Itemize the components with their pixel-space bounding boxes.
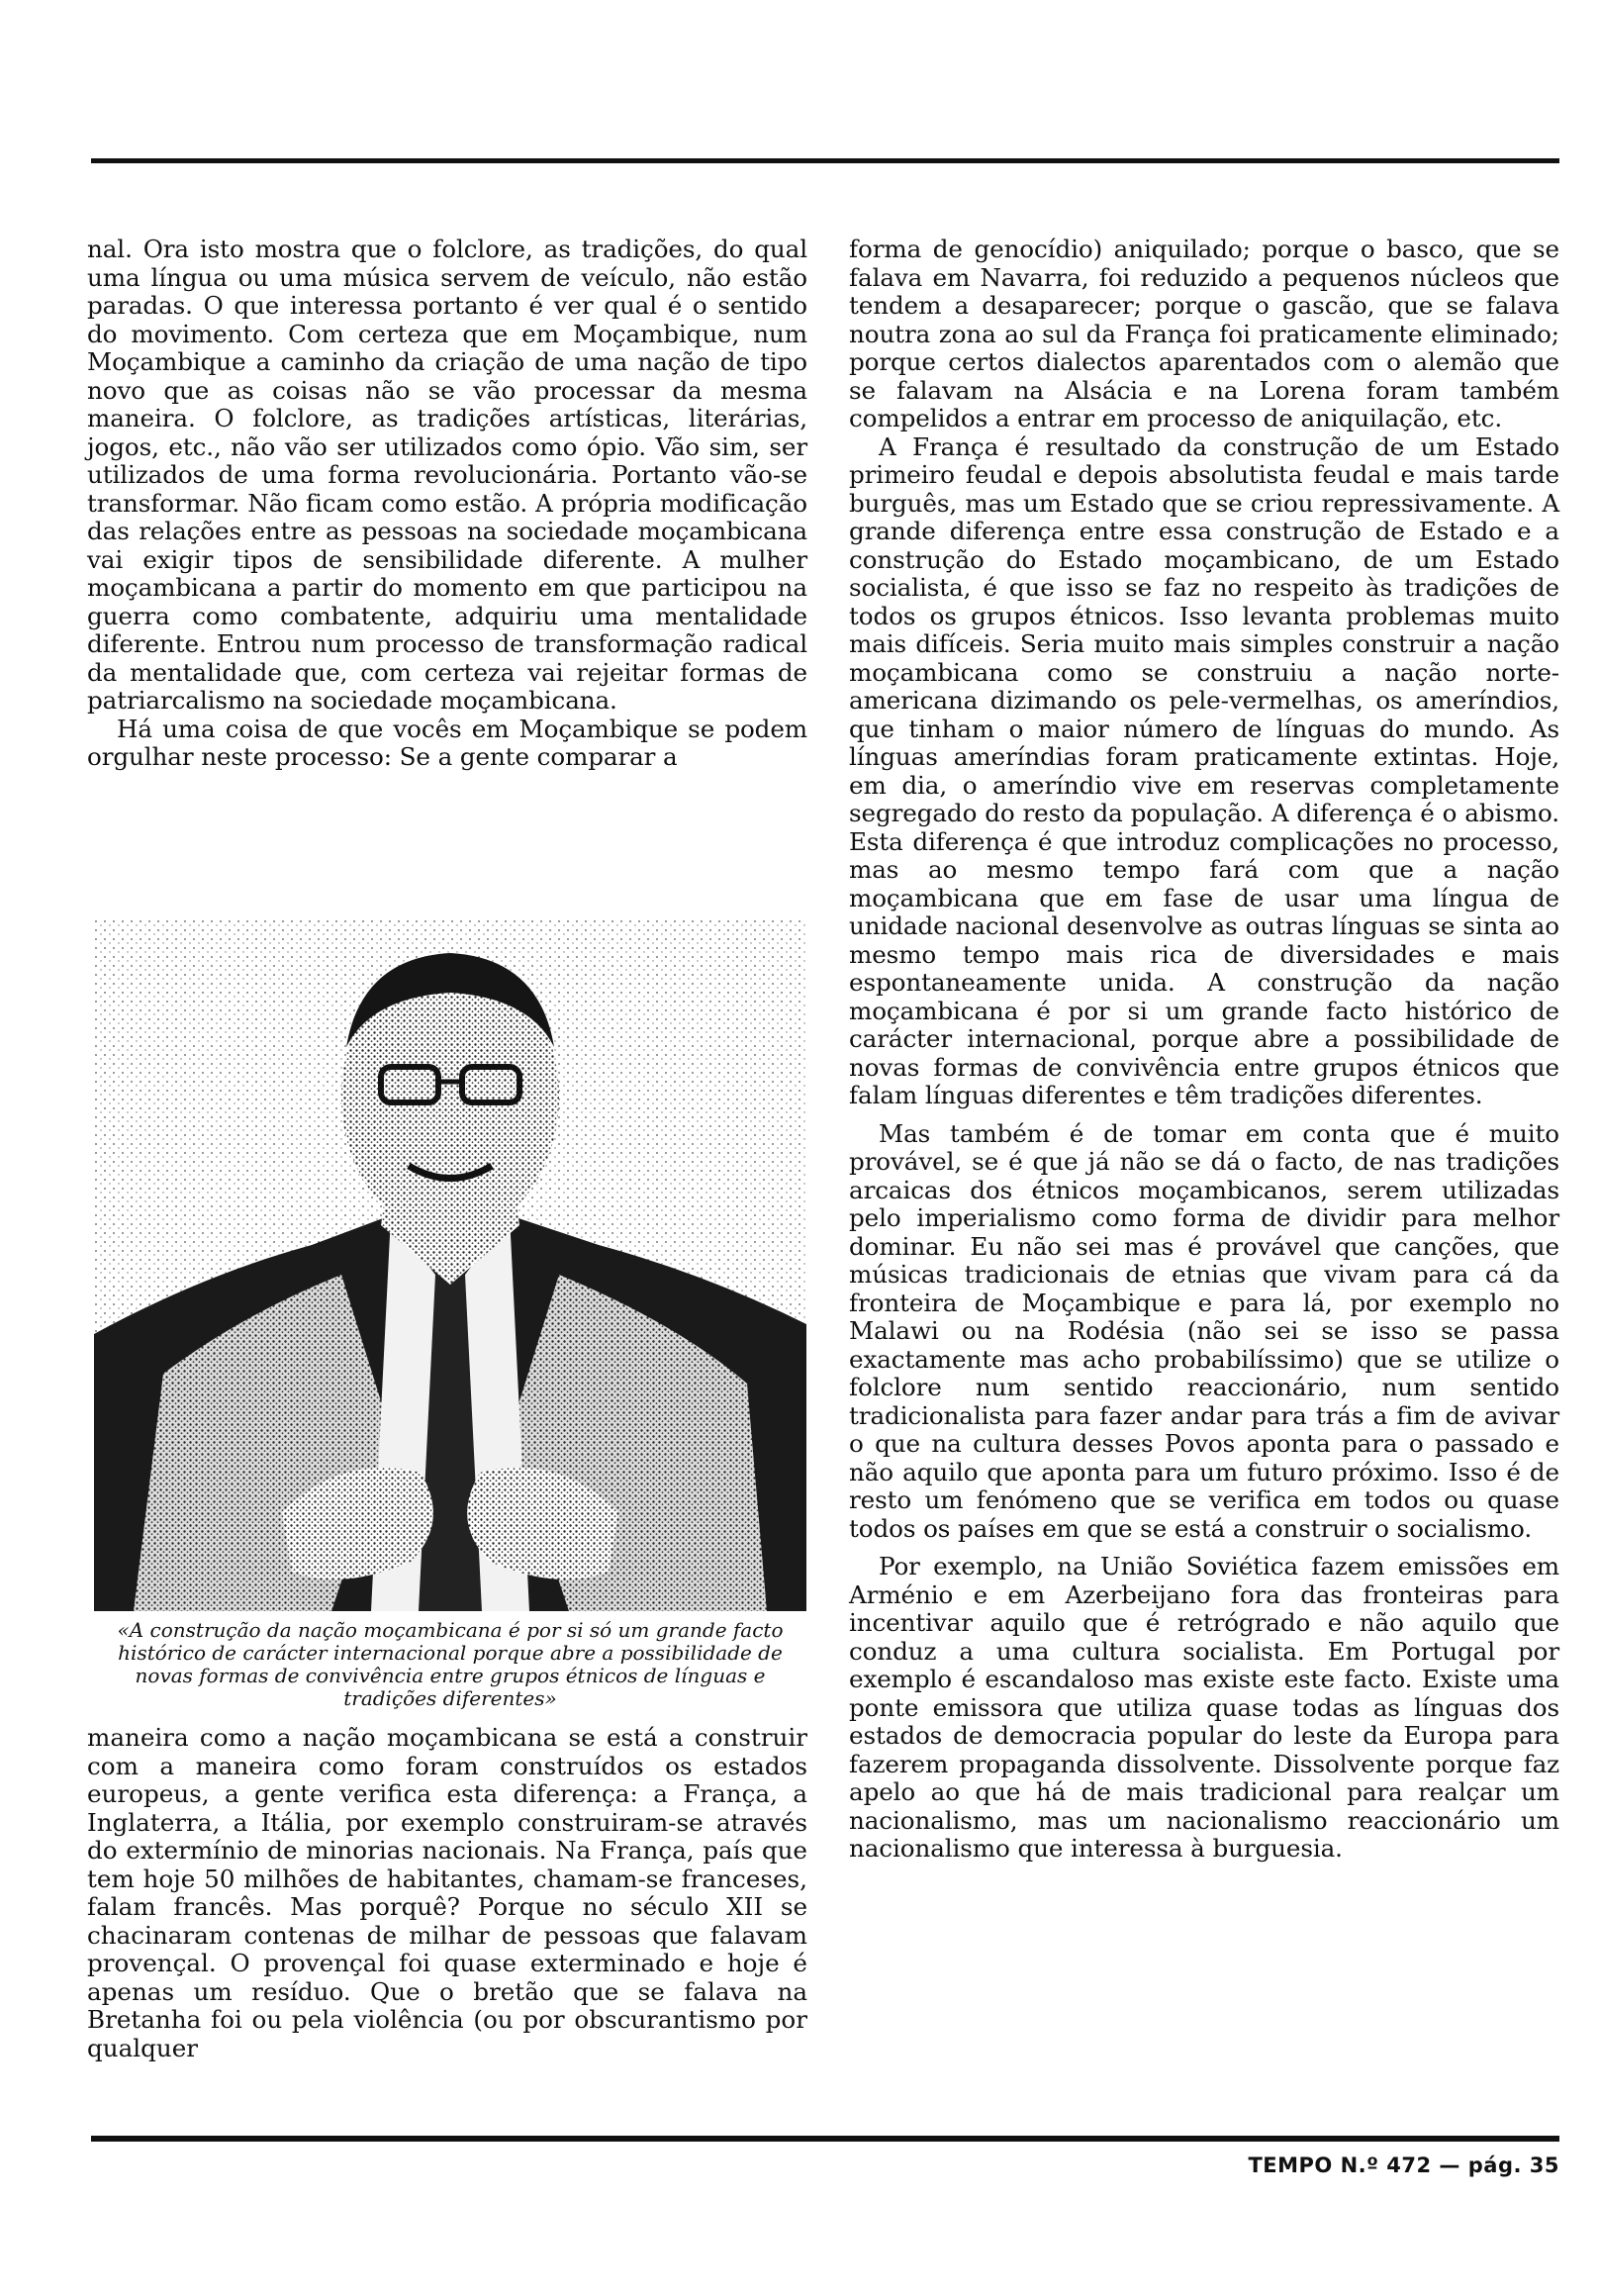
top-rule: [91, 158, 1559, 163]
page-folio: TEMPO N.º 472 — pág. 35: [1248, 2153, 1559, 2177]
right-paragraph-4: Por exemplo, na União Soviética fazem emissões em Arménio e em Azerbeijano fora das fronteiras para incentivar aquilo que é retrógrado e não aquilo que conduz a uma cultura socialista. Em Portugal por exemplo é escandaloso mas existe este facto. Existe uma ponte emissora que utiliza quase todas as línguas dos estados de democracia popular do leste da Europa para fazerem propaganda dissolvente. Dissolvente porque faz apelo ao que há de mais tradicional para realçar um nacionalismo, mas um nacionalismo reaccionário um nacionalismo que interessa à burguesia.: [849, 1552, 1559, 1863]
right-paragraph-2: A França é resultado da construção de um Estado primeiro feudal e depois absolutista feudal e mais tarde burguês, mas um Estado que se criou repressivamente. A grande diferença entre essa construção de Estado e a construção do Estado moçambicano, de um Estado socialista, é que isso se faz no respeito às tradições de todos os grupos étnicos. Isso levanta problemas muito mais difíceis. Seria muito mais simples construir a nação moçambicana como se construiu a nação norte-americana dizimando os pele-vermelhas, os ameríndios, que tinham o maior número de línguas do mundo. As línguas ameríndias foram praticamente extintas. Hoje, em dia, o ameríndio vive em reservas completamente segregado do resto da população. A diferença é o abismo. Esta diferença é que introduz complicações no processo, mas ao mesmo tempo fará com que a nação moçambicana que em fase de usar uma língua de unidade nacional desenvolve as outras línguas se sinta ao mesmo tempo mais rica de diversidades e mais espontaneamente unida. A construção da nação moçambicana é por si um grande facto histórico de carácter internacional, porque abre a possibilidade de novas formas de convivência entre grupos étnicos que falam línguas diferentes e têm tradições diferentes.: [849, 431, 1559, 1109]
left-paragraph-3: maneira como a nação moçambicana se está a construir com a maneira como foram construídos os estados europeus, a gente verifica esta diferença: a França, a Inglaterra, a Itália, por exemplo construiram-se através do extermínio de minorias nacionais. Na França, país que tem hoje 50 milhões de habitantes, chamam-se franceses, falam francês. Mas porquê? Porque no século XII se chacinaram contenas de milhar de pessoas que falavam provençal. O provençal foi quase exterminado e hoje é apenas um resíduo. Que o bretão que se falava na Bretanha foi ou pela violência (ou por obscurantismo por qualquer: [87, 1723, 807, 2062]
portrait-illustration: [94, 918, 806, 1611]
left-paragraph-1: nal. Ora isto mostra que o folclore, as tradições, do qual uma língua ou uma música servem de veículo, não estão paradas. O que interessa portanto é ver qual é o sentido do movimento. Com certeza que em Moçambique, num Moçambique a caminho da criação de uma nação de tipo novo que as coisas não se vão processar da mesma maneira. O folclore, as tradições artísticas, literárias, jogos, etc., não vão ser utilizados como ópio. Vão sim, ser utilizados de uma forma revolucionária. Portanto vão-se transformar. Não ficam como estão. A própria modificação das relações entre as pessoas na sociedade moçambicana vai exigir tipos de sensibilidade diferente. A mulher moçambicana a partir do momento em que participou na guerra como combatente, adquiriu uma mentalidade diferente. Entrou num processo de transformação radical da mentalidade que, com certeza vai rejeitar formas de patriarcalismo na sociedade moçambicana.: [87, 235, 807, 715]
left-paragraph-2: Há uma coisa de que vocês em Moçambique se podem orgulhar neste processo: Se a gente comparar a: [87, 714, 807, 771]
right-paragraph-1: forma de genocídio) aniquilado; porque o basco, que se falava em Navarra, foi reduzido a pequenos núcleos que tendem a desaparecer; porque o gascão, que se falava noutra zona ao sul da França foi praticamente eliminado; porque certos dialectos aparentados com o alemão que se falavam na Alsácia e na Lorena foram também compelidos a entrar em processo de aniquilação, etc.: [849, 235, 1559, 432]
portrait-photo: [94, 918, 806, 1611]
right-column: [849, 236, 1559, 1864]
left-column-bottom: [87, 1724, 807, 2062]
bottom-rule: [91, 2136, 1559, 2142]
photo-caption: «A construção da nação moçambicana é por si só um grande facto histórico de carácter internacional porque abre a possibilidade de novas formas de convivência entre grupos étnicos de línguas e tradições diferentes»: [117, 1618, 784, 1710]
left-column-top: [87, 236, 807, 772]
right-paragraph-3: Mas também é de tomar em conta que é muito provável, se é que já não se dá o facto, de nas tradições arcaicas dos étnicos moçambicanos, serem utilizadas pelo imperialismo como forma de dividir para melhor dominar. Eu não sei mas é provável que canções, que músicas tradicionais de etnias que vivam para cá da fronteira de Moçambique e para lá, por exemplo no Malawi ou na Rodésia (não sei se isso se passa exactamente mas acho probabilíssimo) que se utilize o folclore num sentido reaccionário, num sentido tradicionalista para fazer andar para trás a fim de avivar o que na cultura desses Povos aponta para o passado e não aquilo que aponta para um futuro próximo. Isso é de resto um fenómeno que se verifica em todos ou quase todos os países em que se está a construir o socialismo.: [849, 1118, 1559, 1543]
